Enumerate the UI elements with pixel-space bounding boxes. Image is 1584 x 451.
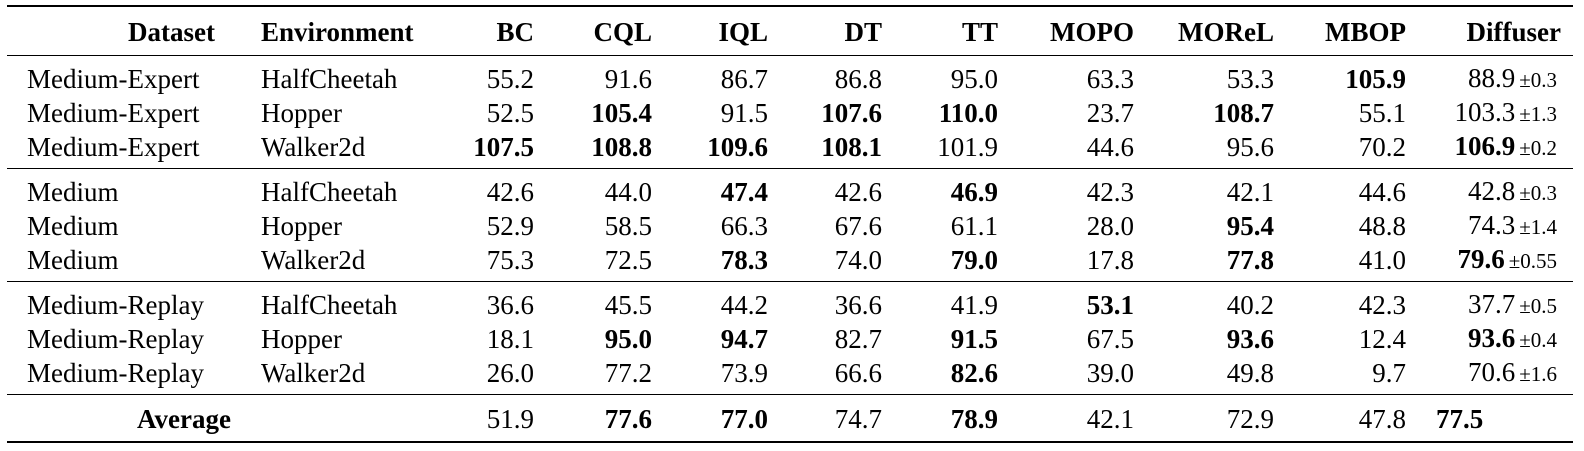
- score-cell-cql: [546, 322, 664, 356]
- score-value: 86.8: [834, 64, 882, 94]
- score-value: 61.1: [950, 211, 998, 241]
- score-value: 42.6: [834, 177, 882, 207]
- score-value: 42.3: [1358, 290, 1406, 320]
- row-group: [7, 282, 1573, 395]
- score-cell-diffuser: [1418, 130, 1573, 169]
- dataset-cell: Medium-Replay: [27, 358, 204, 388]
- score-value: 9.7: [1372, 358, 1406, 388]
- environment-cell: Hopper: [261, 324, 342, 354]
- score-cell-diffuser: [1418, 282, 1573, 323]
- score-value: 95.4: [1226, 211, 1274, 241]
- score-value: 101.9: [937, 132, 998, 162]
- score-value: 82.7: [834, 324, 882, 354]
- average-cell-diffuser: [1418, 395, 1573, 443]
- score-cell-diffuser: [1418, 169, 1573, 210]
- score-value: 110.0: [938, 98, 998, 128]
- std-error: ±0.5: [1519, 294, 1557, 318]
- score-cell-cql: [546, 130, 664, 169]
- score-value: 45.5: [604, 290, 652, 320]
- score-value: 95.6: [1226, 132, 1274, 162]
- score-cell-mopo: [1010, 282, 1146, 323]
- score-value: 26.0: [486, 358, 534, 388]
- score-value: 88.9: [1467, 63, 1516, 93]
- column-header-iql: IQL: [718, 17, 768, 47]
- score-cell-diffuser: [1418, 356, 1573, 395]
- dataset-cell: Medium-Replay: [27, 324, 204, 354]
- results-table: [7, 5, 1573, 443]
- environment-cell: Hopper: [261, 98, 342, 128]
- score-cell-mopo: [1010, 56, 1146, 97]
- score-value: 108.8: [591, 132, 652, 162]
- score-value: 42.3: [1086, 177, 1134, 207]
- score-cell-dt: [780, 282, 894, 323]
- average-row: [7, 395, 1573, 443]
- score-cell-tt: [894, 96, 1010, 130]
- average-value: 72.9: [1226, 404, 1274, 434]
- dataset-cell: Medium: [27, 211, 119, 241]
- score-value: 107.5: [473, 132, 534, 162]
- score-value: 42.6: [486, 177, 534, 207]
- score-value: 77.8: [1226, 245, 1274, 275]
- std-error: ±0.3: [1519, 68, 1557, 92]
- score-cell-morel: [1146, 243, 1286, 282]
- score-value: 91.5: [720, 98, 768, 128]
- score-value: 105.4: [591, 98, 652, 128]
- score-cell-dt: [780, 169, 894, 210]
- score-value: 41.0: [1358, 245, 1406, 275]
- score-value: 95.0: [604, 324, 652, 354]
- score-cell-mbop: [1286, 209, 1418, 243]
- average-value: 77.6: [604, 404, 652, 434]
- score-cell-bc: [441, 96, 546, 130]
- score-value: 28.0: [1086, 211, 1134, 241]
- score-cell-diffuser: [1418, 96, 1573, 130]
- score-cell-tt: [894, 130, 1010, 169]
- score-cell-iql: [664, 130, 780, 169]
- score-cell-iql: [664, 169, 780, 210]
- score-cell-mbop: [1286, 96, 1418, 130]
- score-value: 109.6: [707, 132, 768, 162]
- score-cell-iql: [664, 282, 780, 323]
- average-cell-mopo: [1010, 395, 1146, 443]
- score-cell-bc: [441, 356, 546, 395]
- average-label: Average: [137, 404, 231, 434]
- score-cell-morel: [1146, 56, 1286, 97]
- score-cell-dt: [780, 130, 894, 169]
- results-table-container: [7, 5, 1573, 443]
- score-value: 66.3: [720, 211, 768, 241]
- score-value: 49.8: [1226, 358, 1274, 388]
- score-cell-bc: [441, 130, 546, 169]
- std-error: ±1.3: [1519, 102, 1557, 126]
- score-cell-tt: [894, 356, 1010, 395]
- score-value: 105.9: [1345, 64, 1406, 94]
- std-error: ±0.4: [1519, 328, 1557, 352]
- dataset-cell: Medium-Expert: [27, 132, 200, 162]
- column-header-environment: Environment: [261, 17, 414, 47]
- row-group: [7, 169, 1573, 282]
- score-value: 36.6: [834, 290, 882, 320]
- score-value: 44.6: [1358, 177, 1406, 207]
- score-cell-mbop: [1286, 282, 1418, 323]
- table-row: [7, 243, 1573, 282]
- average-value: 47.8: [1358, 404, 1406, 434]
- column-header-morel: MOReL: [1178, 17, 1274, 47]
- dataset-cell: Medium: [27, 245, 119, 275]
- table-row: [7, 356, 1573, 395]
- score-cell-dt: [780, 209, 894, 243]
- score-value: 44.2: [720, 290, 768, 320]
- score-cell-tt: [894, 169, 1010, 210]
- score-cell-iql: [664, 243, 780, 282]
- std-error: ±1.6: [1519, 362, 1557, 386]
- table-row: [7, 169, 1573, 210]
- score-value: 36.6: [486, 290, 534, 320]
- score-value: 73.9: [720, 358, 768, 388]
- table-row: [7, 209, 1573, 243]
- score-cell-mbop: [1286, 56, 1418, 97]
- score-cell-mbop: [1286, 322, 1418, 356]
- table-row: [7, 130, 1573, 169]
- score-cell-cql: [546, 356, 664, 395]
- score-cell-dt: [780, 96, 894, 130]
- average-value: 51.9: [486, 404, 534, 434]
- average-group: [7, 395, 1573, 443]
- score-cell-iql: [664, 96, 780, 130]
- score-value: 91.5: [950, 324, 998, 354]
- score-cell-diffuser: [1418, 243, 1573, 282]
- score-value: 46.9: [950, 177, 998, 207]
- std-error: ±0.55: [1508, 249, 1557, 273]
- dataset-cell: Medium-Expert: [27, 64, 200, 94]
- score-value: 55.1: [1358, 98, 1406, 128]
- score-cell-morel: [1146, 209, 1286, 243]
- column-header-diffuser: Diffuser: [1466, 17, 1561, 47]
- score-cell-mopo: [1010, 169, 1146, 210]
- score-cell-dt: [780, 356, 894, 395]
- std-error: ±1.4: [1519, 215, 1557, 239]
- row-group: [7, 56, 1573, 169]
- score-cell-dt: [780, 243, 894, 282]
- score-value: 44.6: [1086, 132, 1134, 162]
- score-value: 93.6: [1226, 324, 1274, 354]
- score-value: 17.8: [1086, 245, 1134, 275]
- table-row: [7, 56, 1573, 97]
- score-cell-cql: [546, 169, 664, 210]
- score-cell-morel: [1146, 130, 1286, 169]
- score-cell-iql: [664, 56, 780, 97]
- column-header-cql: CQL: [593, 17, 652, 47]
- score-cell-morel: [1146, 356, 1286, 395]
- column-header-mopo: MOPO: [1050, 17, 1134, 47]
- score-cell-dt: [780, 322, 894, 356]
- score-cell-cql: [546, 243, 664, 282]
- environment-cell: Hopper: [261, 211, 342, 241]
- score-cell-diffuser: [1418, 209, 1573, 243]
- environment-cell: HalfCheetah: [261, 290, 398, 320]
- score-cell-mopo: [1010, 96, 1146, 130]
- score-cell-mopo: [1010, 356, 1146, 395]
- score-cell-diffuser: [1418, 56, 1573, 97]
- score-cell-iql: [664, 209, 780, 243]
- average-cell-bc: [441, 395, 546, 443]
- score-cell-tt: [894, 282, 1010, 323]
- score-value: 42.1: [1226, 177, 1274, 207]
- table-row: [7, 282, 1573, 323]
- score-cell-cql: [546, 96, 664, 130]
- score-cell-mbop: [1286, 356, 1418, 395]
- score-value: 42.8: [1467, 176, 1516, 206]
- score-value: 70.2: [1358, 132, 1406, 162]
- score-value: 82.6: [950, 358, 998, 388]
- score-cell-bc: [441, 322, 546, 356]
- environment-cell: Walker2d: [261, 245, 366, 275]
- average-value: 77.5: [1436, 404, 1484, 434]
- score-cell-mopo: [1010, 130, 1146, 169]
- score-value: 41.9: [950, 290, 998, 320]
- score-cell-tt: [894, 56, 1010, 97]
- score-value: 67.5: [1086, 324, 1134, 354]
- score-cell-mbop: [1286, 169, 1418, 210]
- score-cell-tt: [894, 243, 1010, 282]
- score-value: 75.3: [486, 245, 534, 275]
- score-cell-tt: [894, 322, 1010, 356]
- score-cell-mopo: [1010, 322, 1146, 356]
- score-value: 58.5: [604, 211, 652, 241]
- score-value: 72.5: [604, 245, 652, 275]
- average-cell-dt: [780, 395, 894, 443]
- score-value: 107.6: [821, 98, 882, 128]
- column-header-mbop: MBOP: [1325, 17, 1406, 47]
- std-error: ±0.3: [1519, 181, 1557, 205]
- score-value: 44.0: [604, 177, 652, 207]
- score-cell-morel: [1146, 282, 1286, 323]
- score-value: 74.3: [1467, 210, 1516, 240]
- score-cell-dt: [780, 56, 894, 97]
- score-value: 47.4: [720, 177, 768, 207]
- average-value: 77.0: [720, 404, 768, 434]
- score-value: 95.0: [950, 64, 998, 94]
- score-cell-bc: [441, 243, 546, 282]
- average-cell-iql: [664, 395, 780, 443]
- score-value: 52.5: [486, 98, 534, 128]
- header-row: [7, 6, 1573, 56]
- score-cell-morel: [1146, 169, 1286, 210]
- score-cell-iql: [664, 356, 780, 395]
- score-value: 108.1: [821, 132, 882, 162]
- score-cell-bc: [441, 169, 546, 210]
- score-value: 53.3: [1226, 64, 1274, 94]
- column-header-tt: TT: [961, 17, 998, 47]
- table-row: [7, 322, 1573, 356]
- score-cell-bc: [441, 209, 546, 243]
- score-cell-morel: [1146, 96, 1286, 130]
- average-value: 78.9: [950, 404, 998, 434]
- score-cell-morel: [1146, 322, 1286, 356]
- score-value: 55.2: [486, 64, 534, 94]
- average-cell-mbop: [1286, 395, 1418, 443]
- column-header-dataset: Dataset: [128, 17, 215, 47]
- score-value: 63.3: [1086, 64, 1134, 94]
- score-value: 93.6: [1467, 323, 1516, 353]
- score-value: 94.7: [720, 324, 768, 354]
- score-cell-bc: [441, 282, 546, 323]
- score-value: 18.1: [486, 324, 534, 354]
- average-value: 42.1: [1086, 404, 1134, 434]
- score-cell-mbop: [1286, 130, 1418, 169]
- score-value: 40.2: [1226, 290, 1274, 320]
- score-cell-tt: [894, 209, 1010, 243]
- average-cell-tt: [894, 395, 1010, 443]
- score-value: 48.8: [1358, 211, 1406, 241]
- environment-cell: HalfCheetah: [261, 177, 398, 207]
- column-header-bc: BC: [496, 17, 534, 47]
- score-value: 66.6: [834, 358, 882, 388]
- dataset-cell: Medium-Replay: [27, 290, 204, 320]
- average-cell-cql: [546, 395, 664, 443]
- score-cell-cql: [546, 282, 664, 323]
- score-value: 23.7: [1086, 98, 1134, 128]
- score-value: 70.6: [1467, 357, 1516, 387]
- score-value: 106.9: [1454, 131, 1516, 161]
- score-value: 53.1: [1086, 290, 1134, 320]
- dataset-cell: Medium: [27, 177, 119, 207]
- score-value: 12.4: [1358, 324, 1406, 354]
- environment-cell: HalfCheetah: [261, 64, 398, 94]
- score-value: 91.6: [604, 64, 652, 94]
- score-value: 103.3: [1454, 97, 1516, 127]
- score-value: 86.7: [720, 64, 768, 94]
- score-value: 52.9: [486, 211, 534, 241]
- table-header: [7, 6, 1573, 56]
- std-error: ±0.2: [1519, 136, 1557, 160]
- score-value: 37.7: [1467, 289, 1516, 319]
- score-cell-diffuser: [1418, 322, 1573, 356]
- score-cell-cql: [546, 56, 664, 97]
- score-value: 77.2: [604, 358, 652, 388]
- environment-cell: Walker2d: [261, 132, 366, 162]
- score-cell-mopo: [1010, 209, 1146, 243]
- average-value: 74.7: [834, 404, 882, 434]
- score-value: 79.0: [950, 245, 998, 275]
- score-cell-iql: [664, 322, 780, 356]
- score-value: 108.7: [1213, 98, 1274, 128]
- score-value: 79.6: [1457, 244, 1505, 274]
- environment-cell: Walker2d: [261, 358, 366, 388]
- column-header-dt: DT: [844, 17, 882, 47]
- score-value: 78.3: [720, 245, 768, 275]
- table-row: [7, 96, 1573, 130]
- score-cell-mbop: [1286, 243, 1418, 282]
- score-value: 39.0: [1086, 358, 1134, 388]
- score-cell-bc: [441, 56, 546, 97]
- score-value: 74.0: [834, 245, 882, 275]
- score-cell-mopo: [1010, 243, 1146, 282]
- average-cell-morel: [1146, 395, 1286, 443]
- dataset-cell: Medium-Expert: [27, 98, 200, 128]
- score-value: 67.6: [834, 211, 882, 241]
- score-cell-cql: [546, 209, 664, 243]
